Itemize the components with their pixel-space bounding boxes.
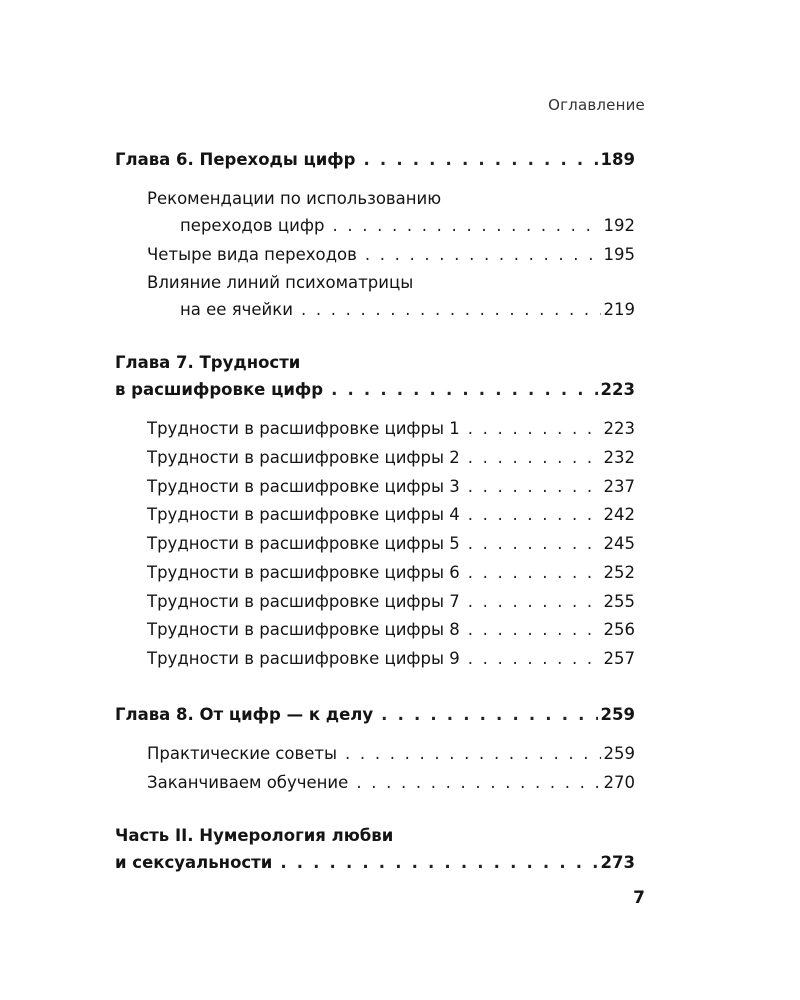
part-title-line[interactable]: Часть II. Нумерология любви [115, 826, 394, 845]
toc-entry-chapter-7[interactable] [115, 379, 635, 401]
toc-entry-section[interactable] [147, 418, 635, 440]
toc-entry-section[interactable] [147, 648, 635, 670]
section-title: на ее ячейки [180, 300, 293, 319]
leader-dots [345, 743, 600, 765]
leader-dots [364, 149, 598, 171]
section-title: Трудности в расшифровке цифры 3 [147, 477, 460, 496]
page-ref: 195 [603, 245, 635, 264]
section-title: Четыре вида переходов [147, 245, 357, 264]
page-ref: 259 [600, 705, 635, 724]
page-ref: 223 [603, 419, 635, 438]
chapter-title: в расшифровке цифр [115, 380, 324, 399]
leader-dots [381, 704, 597, 726]
page-ref: 219 [603, 300, 635, 319]
leader-dots [468, 418, 601, 440]
section-title: Трудности в расшифровке цифры 8 [147, 620, 460, 639]
section-title: Трудности в расшифровке цифры 1 [147, 419, 460, 438]
chapter-title: Глава 8. От цифр — к делу [115, 705, 374, 724]
page-ref: 223 [600, 380, 635, 399]
toc-entry-section[interactable] [147, 772, 635, 794]
leader-dots [365, 244, 601, 266]
leader-dots [468, 533, 601, 555]
page-ref: 257 [603, 649, 635, 668]
page-ref: 232 [603, 448, 635, 467]
toc-entry-title-line[interactable]: Рекомендации по использованию [147, 189, 442, 208]
toc-entry-section[interactable] [147, 476, 635, 498]
page-ref: 245 [603, 534, 635, 553]
leader-dots [468, 504, 601, 526]
toc-entry-title-line[interactable]: Влияние линий психоматрицы [147, 273, 414, 292]
section-title: Трудности в расшифровке цифры 4 [147, 505, 460, 524]
toc-entry-section[interactable] [147, 743, 635, 765]
leader-dots [468, 476, 601, 498]
section-title: Заканчиваем обучение [147, 773, 349, 792]
toc-entry-section[interactable] [147, 619, 635, 641]
toc-entry-chapter-6[interactable] [115, 149, 635, 171]
toc-entry-chapter-8[interactable] [115, 704, 635, 726]
leader-dots [301, 299, 601, 321]
toc-entry-part-2[interactable] [115, 852, 635, 874]
toc-entry-section[interactable] [147, 562, 635, 584]
leader-dots [468, 619, 601, 641]
leader-dots [468, 648, 601, 670]
toc-entry-section[interactable] [147, 533, 635, 555]
leader-dots [331, 379, 597, 401]
toc-entry-section[interactable] [147, 244, 635, 266]
page-ref: 242 [603, 505, 635, 524]
chapter-title: Глава 6. Переходы цифр [115, 150, 356, 169]
page-ref: 270 [603, 773, 635, 792]
toc-entry-section[interactable] [147, 591, 635, 613]
section-title: Трудности в расшифровке цифры 7 [147, 592, 460, 611]
section-title: переходов цифр [180, 216, 325, 235]
page-ref: 273 [600, 853, 635, 872]
leader-dots [468, 447, 601, 469]
page-ref: 189 [600, 150, 635, 169]
section-title: Трудности в расшифровке цифры 9 [147, 649, 460, 668]
leader-dots [468, 591, 601, 613]
page-ref: 259 [603, 744, 635, 763]
section-title: Трудности в расшифровке цифры 2 [147, 448, 460, 467]
toc-entry-section[interactable] [147, 504, 635, 526]
page-ref: 252 [603, 563, 635, 582]
page-ref: 237 [603, 477, 635, 496]
toc-entry-section[interactable] [180, 215, 635, 237]
section-title: Трудности в расшифровке цифры 5 [147, 534, 460, 553]
page-ref: 255 [603, 592, 635, 611]
page-ref: 256 [603, 620, 635, 639]
page-number: 7 [633, 888, 645, 908]
leader-dots [280, 852, 597, 874]
page-ref: 192 [603, 216, 635, 235]
section-title: Трудности в расшифровке цифры 6 [147, 563, 460, 582]
section-title: Практические советы [147, 744, 338, 763]
part-title: и сексуальности [115, 853, 273, 872]
leader-dots [468, 562, 601, 584]
running-head: Оглавление [548, 96, 645, 114]
toc-entry-section[interactable] [147, 447, 635, 469]
leader-dots [332, 215, 600, 237]
leader-dots [356, 772, 600, 794]
toc-entry-section[interactable] [180, 299, 635, 321]
chapter-title-line[interactable]: Глава 7. Трудности [115, 353, 301, 372]
